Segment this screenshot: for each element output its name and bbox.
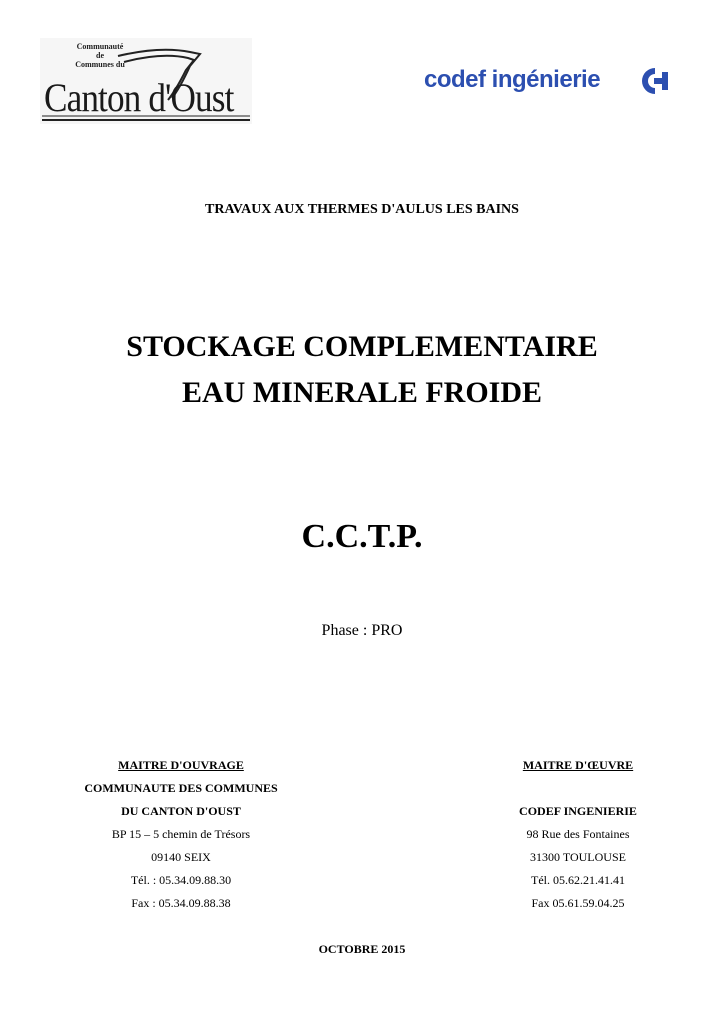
main-title-line-1: STOCKAGE COMPLEMENTAIRE <box>126 330 598 363</box>
maitre-oeuvre-fax: Fax 05.61.59.04.25 <box>531 896 625 910</box>
maitre-ouvrage-tel: Tél. : 05.34.09.88.30 <box>130 873 232 887</box>
main-title-line-2: EAU MINERALE FROIDE <box>181 376 543 409</box>
maitre-oeuvre-block <box>468 758 688 919</box>
maitre-oeuvre-name: CODEF INGENIERIE <box>519 804 637 818</box>
maitre-oeuvre-address: 98 Rue des Fontaines <box>526 827 630 841</box>
codef-logo-text: codef ingénierie <box>424 66 601 93</box>
maitre-oeuvre-tel: Tél. 05.62.21.41.41 <box>531 873 625 887</box>
maitre-ouvrage-name-2: DU CANTON D'OUST <box>121 804 241 818</box>
codef-mark-icon <box>640 66 670 96</box>
document-date: OCTOBRE 2015 <box>318 942 406 956</box>
maitre-ouvrage-block <box>70 758 292 919</box>
maitre-oeuvre-spacer <box>468 781 688 804</box>
maitre-ouvrage-fax: Fax : 05.34.09.88.38 <box>131 896 231 910</box>
maitre-ouvrage-name-1: COMMUNAUTE DES COMMUNES <box>84 781 278 795</box>
logo-canton-oust: Canton d'Oust <box>44 75 234 120</box>
maitre-oeuvre-city: 31300 TOULOUSE <box>530 850 626 864</box>
logo-line-1: Communauté <box>76 42 124 51</box>
logo-line-3: Communes du <box>75 60 125 69</box>
maitre-oeuvre-heading: MAITRE D'ŒUVRE <box>522 758 634 772</box>
canton-oust-logo <box>40 38 252 124</box>
maitre-ouvrage-heading: MAITRE D'OUVRAGE <box>118 758 244 772</box>
maitre-ouvrage-address: BP 15 – 5 chemin de Trésors <box>111 827 251 841</box>
maitre-ouvrage-city: 09140 SEIX <box>151 850 211 864</box>
document-type: C.C.T.P. <box>301 518 423 555</box>
project-title: TRAVAUX AUX THERMES D'AULUS LES BAINS <box>205 202 519 217</box>
phase-label: Phase : PRO <box>321 622 403 639</box>
codef-logo <box>424 64 674 104</box>
logo-line-2: de <box>96 51 104 60</box>
